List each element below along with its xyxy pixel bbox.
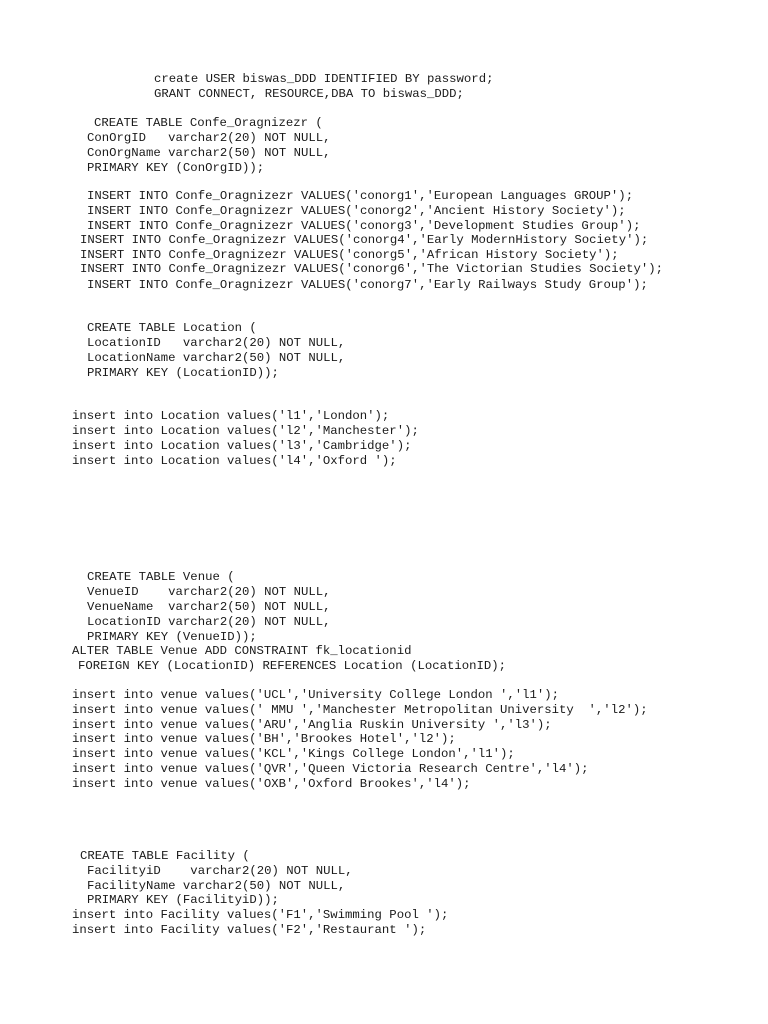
code-line: insert into venue values('OXB','Oxford Brookes','l4'); bbox=[72, 777, 471, 791]
code-line: LocationName varchar2(50) NOT NULL, bbox=[87, 351, 346, 365]
code-line: insert into venue values(' MMU ','Manchester Metropolitan University ','l2'); bbox=[72, 703, 648, 717]
code-line: insert into venue values('KCL','Kings College London','l1'); bbox=[72, 747, 515, 761]
code-line: ConOrgID varchar2(20) NOT NULL, bbox=[87, 131, 331, 145]
code-line: CREATE TABLE Confe_Oragnizezr ( bbox=[94, 116, 323, 130]
code-line: CREATE TABLE Facility ( bbox=[80, 849, 250, 863]
code-line: INSERT INTO Confe_Oragnizezr VALUES('conorg2','Ancient History Society'); bbox=[87, 204, 626, 218]
code-line: insert into venue values('UCL','University College London ','l1'); bbox=[72, 688, 560, 702]
code-line: INSERT INTO Confe_Oragnizezr VALUES('conorg5','African History Society'); bbox=[80, 248, 619, 262]
code-line: INSERT INTO Confe_Oragnizezr VALUES('conorg3','Development Studies Group'); bbox=[87, 219, 641, 233]
code-line: PRIMARY KEY (VenueID)); bbox=[87, 630, 257, 644]
code-line: CREATE TABLE Venue ( bbox=[87, 570, 235, 584]
code-line: ConOrgName varchar2(50) NOT NULL, bbox=[87, 146, 331, 160]
code-line: INSERT INTO Confe_Oragnizezr VALUES('conorg6','The Victorian Studies Society'); bbox=[80, 262, 663, 276]
code-line: PRIMARY KEY (ConOrgID)); bbox=[87, 161, 265, 175]
code-line: insert into Facility values('F1','Swimming Pool '); bbox=[72, 908, 449, 922]
code-line: create USER biswas_DDD IDENTIFIED BY password; bbox=[154, 72, 494, 86]
code-line: VenueName varchar2(50) NOT NULL, bbox=[87, 600, 331, 614]
code-line: INSERT INTO Confe_Oragnizezr VALUES('conorg7','Early Railways Study Group'); bbox=[87, 278, 648, 292]
code-line: INSERT INTO Confe_Oragnizezr VALUES('conorg4','Early ModernHistory Society'); bbox=[80, 233, 649, 247]
code-line: LocationID varchar2(20) NOT NULL, bbox=[87, 336, 346, 350]
code-line: insert into Location values('l4','Oxford '); bbox=[72, 454, 397, 468]
code-line: insert into Location values('l2','Manchester'); bbox=[72, 424, 419, 438]
code-line: INSERT INTO Confe_Oragnizezr VALUES('conorg1','European Languages GROUP'); bbox=[87, 189, 634, 203]
code-line: PRIMARY KEY (LocationID)); bbox=[87, 366, 279, 380]
code-line: FOREIGN KEY (LocationID) REFERENCES Location (LocationID); bbox=[78, 659, 507, 673]
code-line: ALTER TABLE Venue ADD CONSTRAINT fk_locationid bbox=[72, 644, 412, 658]
code-line: FacilityiD varchar2(20) NOT NULL, bbox=[87, 864, 353, 878]
code-line: insert into venue values('ARU','Anglia Ruskin University ','l3'); bbox=[72, 718, 552, 732]
code-line: FacilityName varchar2(50) NOT NULL, bbox=[87, 879, 346, 893]
code-line: insert into venue values('QVR','Queen Victoria Research Centre','l4'); bbox=[72, 762, 589, 776]
code-line: GRANT CONNECT, RESOURCE,DBA TO biswas_DDD; bbox=[154, 87, 464, 101]
code-line: CREATE TABLE Location ( bbox=[87, 321, 257, 335]
code-line: VenueID varchar2(20) NOT NULL, bbox=[87, 585, 331, 599]
code-line: PRIMARY KEY (FacilityiD)); bbox=[87, 893, 279, 907]
code-line: insert into venue values('BH','Brookes Hotel','l2'); bbox=[72, 732, 456, 746]
code-line: insert into Location values('l3','Cambridge'); bbox=[72, 439, 412, 453]
code-line: insert into Location values('l1','London'); bbox=[72, 409, 390, 423]
code-line: insert into Facility values('F2','Restaurant '); bbox=[72, 923, 427, 937]
code-line: LocationID varchar2(20) NOT NULL, bbox=[87, 615, 331, 629]
